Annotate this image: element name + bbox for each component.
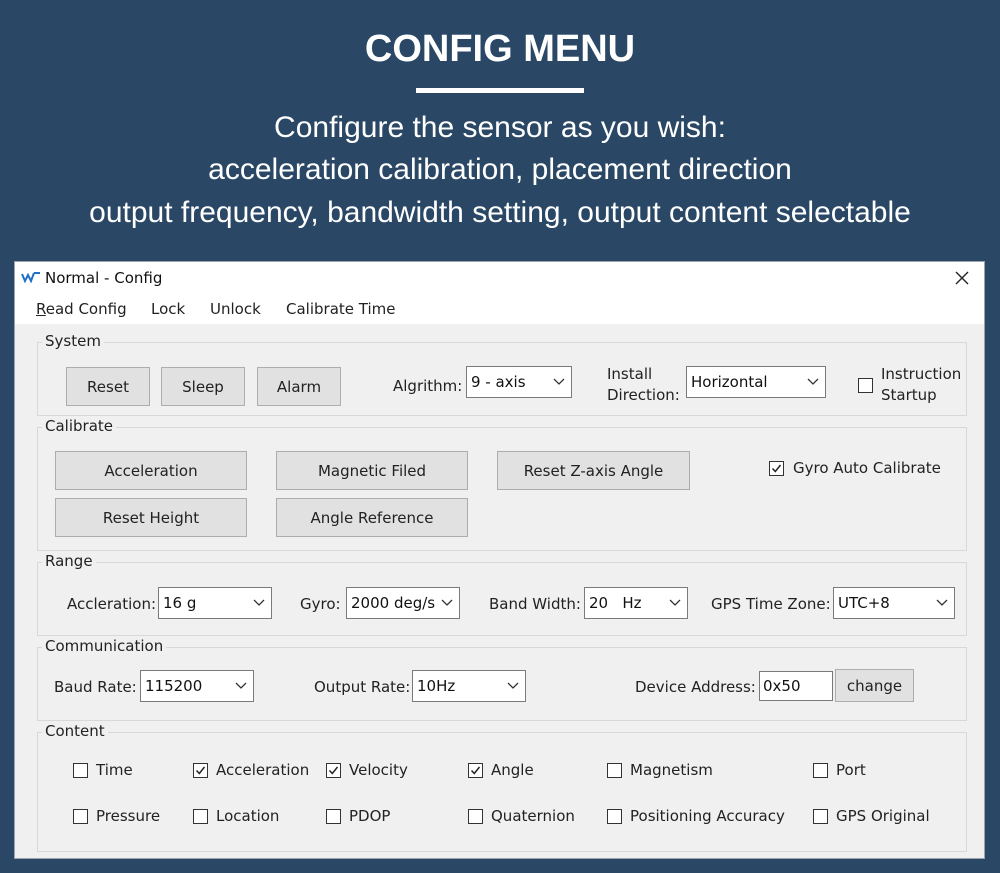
system-group-label: System [42, 332, 104, 350]
reset-height-button[interactable]: Reset Height [55, 498, 247, 537]
angle-reference-button[interactable]: Angle Reference [276, 498, 468, 537]
algorithm-value: 9 - axis [471, 373, 526, 391]
menu-read-config-label: ead Config [45, 300, 127, 318]
device-address-input[interactable] [759, 671, 833, 701]
check-icon [328, 765, 339, 776]
content-positioning-accuracy-checkbox[interactable] [607, 809, 622, 824]
menu-bar [15, 294, 984, 324]
chevron-down-icon [669, 599, 681, 607]
gyro-range-value: 2000 deg/s [351, 594, 436, 612]
chevron-down-icon [253, 599, 265, 607]
content-velocity-label: Velocity [349, 761, 408, 779]
acceleration-range-value: 16 g [163, 594, 197, 612]
algorithm-label: Algrithm: [393, 377, 463, 395]
content-port-label: Port [836, 761, 866, 779]
gyro-auto-calibrate-checkbox[interactable] [769, 461, 784, 476]
menu-lock[interactable]: Lock [151, 300, 186, 318]
install-label-line-2: Direction: [607, 386, 680, 404]
chevron-down-icon [807, 378, 819, 386]
communication-group [37, 637, 967, 721]
content-quaternion-label: Quaternion [491, 807, 575, 825]
hero-divider [416, 88, 584, 93]
bandwidth-value: 20 Hz [589, 594, 642, 612]
chevron-down-icon [235, 682, 247, 690]
instruction-label-line-1: Instruction [881, 365, 962, 383]
reset-z-axis-angle-button[interactable]: Reset Z-axis Angle [497, 451, 690, 490]
gps-time-zone-value: UTC+8 [838, 594, 890, 612]
chevron-down-icon [936, 599, 948, 607]
content-angle-label: Angle [491, 761, 534, 779]
device-address-label: Device Address: [635, 678, 756, 696]
chevron-down-icon [553, 378, 565, 386]
window-title: Normal - Config [45, 269, 163, 287]
range-group [37, 552, 967, 636]
range-group-label: Range [42, 552, 96, 570]
content-pdop-checkbox[interactable] [326, 809, 341, 824]
install-direction-value: Horizontal [691, 373, 768, 391]
baud-rate-select[interactable] [140, 670, 254, 702]
check-icon [195, 765, 206, 776]
gps-time-zone-label: GPS Time Zone: [711, 595, 831, 613]
hero-line-3: output frequency, bandwidth setting, output content selectable [89, 196, 911, 229]
instruction-label-line-2: Startup [881, 386, 937, 404]
hero-line-1: Configure the sensor as you wish: [274, 111, 726, 144]
wit-logo-icon [21, 270, 41, 284]
content-magnetism-checkbox[interactable] [607, 763, 622, 778]
content-pdop-label: PDOP [349, 807, 391, 825]
content-velocity-checkbox[interactable] [326, 763, 341, 778]
menu-calibrate-time[interactable]: Calibrate Time [286, 300, 396, 318]
acceleration-calibrate-button[interactable]: Acceleration [55, 451, 247, 490]
alarm-button[interactable]: Alarm [257, 367, 341, 406]
baud-rate-value: 115200 [145, 677, 203, 695]
check-icon [470, 765, 481, 776]
calibrate-group-label: Calibrate [42, 417, 116, 435]
content-gps-original-checkbox[interactable] [813, 809, 828, 824]
acceleration-range-label: Accleration: [67, 595, 157, 613]
output-rate-select[interactable] [412, 670, 526, 702]
acceleration-range-select[interactable] [158, 587, 272, 619]
content-location-checkbox[interactable] [193, 809, 208, 824]
menu-read-config[interactable] [36, 300, 127, 318]
content-magnetism-label: Magnetism [630, 761, 713, 779]
content-group [37, 722, 967, 852]
menu-read-config-mnemonic: R [36, 300, 46, 318]
bandwidth-select[interactable] [584, 587, 688, 619]
config-window [14, 261, 985, 859]
output-rate-label: Output Rate: [314, 678, 411, 696]
content-gps-original-label: GPS Original [836, 807, 930, 825]
communication-group-label: Communication [42, 637, 166, 655]
install-direction-select[interactable] [686, 366, 826, 398]
algorithm-select[interactable] [466, 366, 572, 398]
menu-unlock[interactable]: Unlock [210, 300, 261, 318]
content-location-label: Location [216, 807, 280, 825]
close-button[interactable] [940, 262, 984, 294]
sleep-button[interactable]: Sleep [161, 367, 245, 406]
instruction-startup-checkbox[interactable] [858, 378, 873, 393]
content-acceleration-label: Acceleration [216, 761, 310, 779]
content-angle-checkbox[interactable] [468, 763, 483, 778]
check-icon [771, 463, 782, 474]
content-group-label: Content [42, 722, 108, 740]
install-label-line-1: Install [607, 365, 653, 383]
content-quaternion-checkbox[interactable] [468, 809, 483, 824]
content-positioning-accuracy-label: Positioning Accuracy [630, 807, 785, 825]
content-port-checkbox[interactable] [813, 763, 828, 778]
calibrate-group [37, 417, 967, 551]
system-group [37, 332, 967, 416]
content-time-label: Time [96, 761, 133, 779]
title-bar [15, 262, 984, 294]
close-icon [955, 271, 969, 285]
hero-title: CONFIG MENU [364, 28, 636, 70]
chevron-down-icon [441, 599, 453, 607]
hero-line-2: acceleration calibration, placement direction [208, 153, 792, 186]
content-pressure-checkbox[interactable] [73, 809, 88, 824]
gyro-range-select[interactable] [346, 587, 460, 619]
output-rate-value: 10Hz [417, 677, 456, 695]
content-time-checkbox[interactable] [73, 763, 88, 778]
device-address-value: 0x50 [763, 677, 801, 695]
change-address-button[interactable]: change [835, 669, 914, 702]
reset-button[interactable]: Reset [66, 367, 150, 406]
gyro-range-label: Gyro: [300, 595, 341, 613]
bandwidth-label: Band Width: [489, 595, 581, 613]
content-acceleration-checkbox[interactable] [193, 763, 208, 778]
baud-rate-label: Baud Rate: [54, 678, 137, 696]
content-pressure-label: Pressure [96, 807, 161, 825]
gps-time-zone-select[interactable] [833, 587, 955, 619]
gyro-auto-calibrate-label: Gyro Auto Calibrate [793, 459, 941, 477]
magnetic-filed-button[interactable]: Magnetic Filed [276, 451, 468, 490]
chevron-down-icon [507, 682, 519, 690]
